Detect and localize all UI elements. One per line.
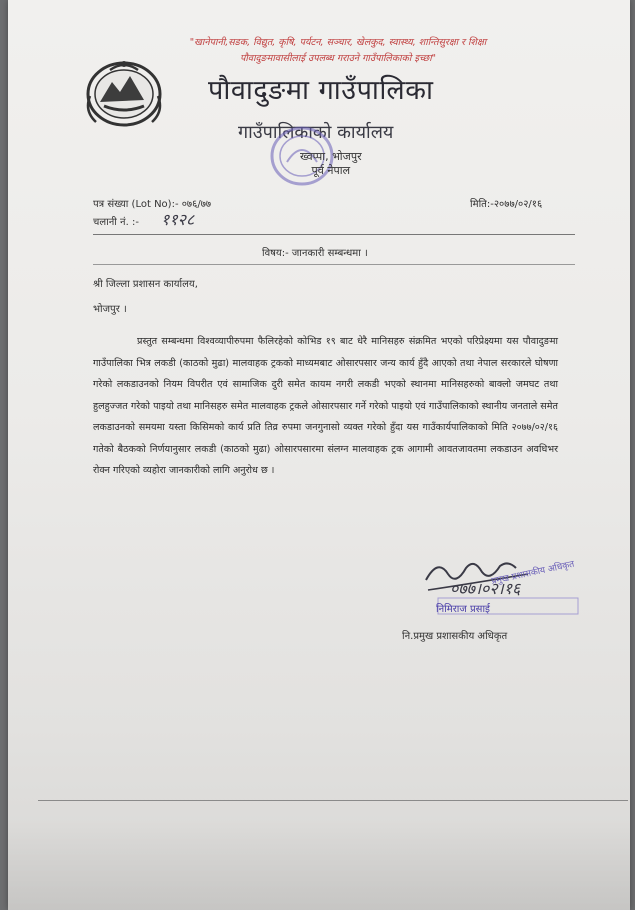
letter-body: प्रस्तुत सम्बन्धमा विश्वव्यापीरुपमा फैलिरहेको कोभिड १९ बाट धेरै मानिसहरु संक्रमित भएको परिप्रेक्ष्यमा यस पौवादुङमा गाउँपालिका भित्र लकडी (काठको मुढा) मालवाहक ट्रकको माध्यमबाट ओसारपसार जन्य कार्य हुँदै आएको तथा नेपाल सरकारले घोषणा गरेको लकडाउनको नियम विपरीत एवं सामाजिक दुरी समेत कायम नगरी लकडी भएको स्थानमा मानिसहरुको बाक्लो जमघट तथा हुलहुज्जत गरेको पाइयो तथा मानिसहरु समेत मालवाहक ट्रकले ओसारपसार गर्ने गरेको पाइयो एवं गाउँपालिकाको स्थानीय जनताले समेत लकडाउनको समयमा यस्ता किसिमको कार्य प्रति तिव्र रुपमा जनगुनासो व्यक्त गरेको हुँदा यस गाउँकार्यपालिकाको मिति २०७७/०२/१६ गतेको बैठकको निर्णयानुसार लकडी (काठको मुढा) ओसारपसारमा संलग्न मालवाहक ट्रक आगामी आवतजावतमा लकडाउन अवधिभर रोक्न गरिएको व्यहोरा जानकारीको लागि अनुरोध छ । <box>93 336 558 476</box>
recipient-place: भोजपुर । <box>93 304 127 315</box>
recipient-office: श्री जिल्ला प्रशासन कार्यालय, <box>93 279 198 290</box>
patra-sankhya: पत्र संख्या (Lot No):- ०७६/७७ <box>93 199 212 210</box>
letter-date: मिति:-२०७७/०२/१६ <box>470 199 543 210</box>
office-subtitle: गाउँपालिकाको कार्यालय <box>238 122 394 143</box>
office-name: पौवादुङमा गाउँपालिका <box>208 75 434 106</box>
ward-text: ख्वप्पा, भोजपुर <box>300 150 362 163</box>
svg-text:प्रमुख प्रशासकीय अधिकृत: प्रमुख प्रशासकीय अधिकृत <box>490 559 576 587</box>
motto-line-1: "खानेपानी,सडक, विद्युत, कृषि, पर्यटन, सञ्चार, खेलकुद, स्वास्थ्य, शान्तिसुरक्षा र शिक्षा <box>189 37 487 48</box>
subject-line: विषय:- जानकारी सम्बन्धमा । <box>262 248 368 259</box>
divider-bottom <box>38 800 628 801</box>
divider-top <box>93 234 575 235</box>
signatory-title: नि.प्रमुख प्रशासकीय अधिकृत <box>402 631 508 642</box>
motto-line-2: पौवादुङमावासीलाई उपलब्ध गराउने गाउँपालिकाको इच्छा" <box>239 53 437 64</box>
nepal-emblem-icon <box>82 56 166 130</box>
svg-text:०७७।०२।१६: ०७७।०२।१६ <box>450 579 521 598</box>
chalani-label: चलानी नं. :- <box>93 217 139 228</box>
signatory-name: निमिराज प्रसाई <box>436 604 490 615</box>
province-text: पूर्व नेपाल <box>311 164 351 177</box>
chalani-number: ११२८ <box>161 210 195 229</box>
office-address <box>300 150 362 178</box>
handwritten-signature <box>408 550 588 620</box>
paper-shadow <box>8 820 630 910</box>
divider-subject <box>93 264 575 265</box>
letter-page <box>8 0 630 910</box>
